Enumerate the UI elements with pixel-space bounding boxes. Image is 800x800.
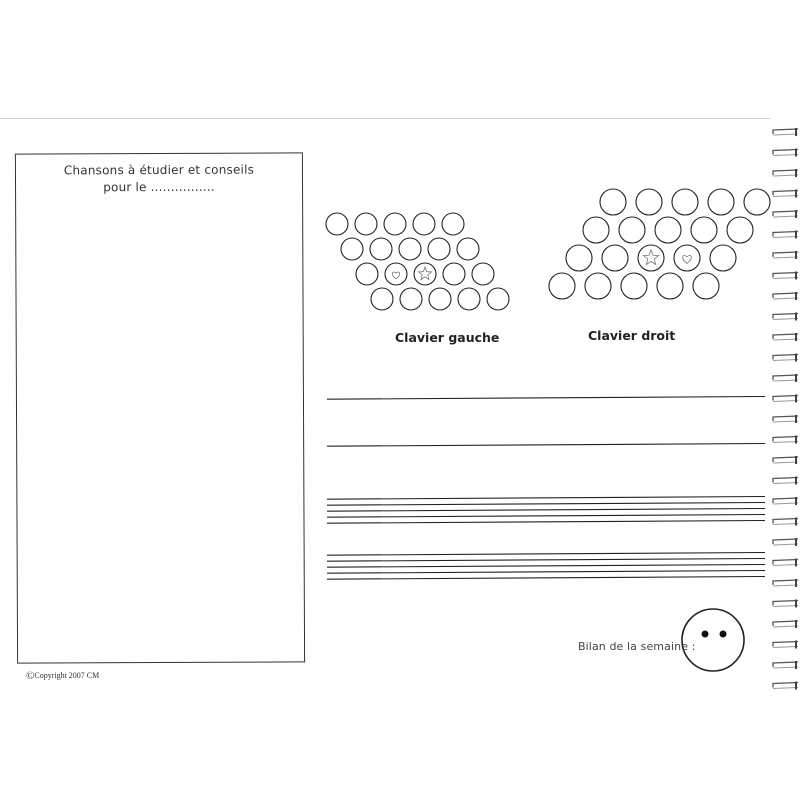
binding-ring <box>773 538 798 546</box>
right-keyboard-button <box>585 273 611 299</box>
binding-ring <box>773 415 798 423</box>
binding-ring <box>773 231 798 239</box>
right-keyboard-button <box>672 189 698 215</box>
staff-line <box>327 509 765 512</box>
staff-line <box>327 497 765 500</box>
writing-lines <box>325 385 770 595</box>
staff-line <box>327 565 765 568</box>
binding-ring <box>773 661 798 669</box>
binding-ring <box>773 313 798 321</box>
spiral-binding <box>765 118 800 698</box>
right-keyboard-button <box>674 245 700 271</box>
right-keyboard-button <box>708 189 734 215</box>
page-top-edge <box>0 118 770 119</box>
staff-line <box>327 503 765 506</box>
right-keyboard-button <box>619 217 645 243</box>
binding-ring <box>773 518 798 526</box>
right-keyboard-button <box>657 273 683 299</box>
binding-ring <box>773 190 798 198</box>
blank-face-icon <box>678 605 748 675</box>
left-keyboard-button <box>384 213 406 235</box>
binding-ring <box>773 169 798 177</box>
left-keyboard-label: Clavier gauche <box>395 330 500 345</box>
binding-ring <box>773 251 798 259</box>
accordion-keyboards-diagram <box>310 180 780 320</box>
right-keyboard-label: Clavier droit <box>588 328 676 343</box>
staff-line <box>327 515 765 518</box>
left-keyboard <box>326 213 509 310</box>
left-keyboard-button <box>355 213 377 235</box>
left-keyboard-button <box>370 238 392 260</box>
left-keyboard-button <box>356 263 378 285</box>
copyright-text: Copyright 2007 CM <box>34 671 100 680</box>
copyright-notice <box>26 670 99 682</box>
writing-line <box>327 444 765 447</box>
staff-line <box>327 559 765 562</box>
binding-ring <box>773 456 798 464</box>
left-keyboard-button <box>326 213 348 235</box>
song-notes-title-line1: Chansons à étudier et conseils <box>63 162 255 178</box>
staff-line <box>327 521 765 524</box>
binding-ring <box>773 620 798 628</box>
copyright-icon: © <box>26 670 35 682</box>
binding-ring <box>773 210 798 218</box>
face-right-eye <box>720 631 727 638</box>
binding-ring <box>773 559 798 567</box>
song-notes-box <box>15 152 305 663</box>
right-keyboard-button <box>691 217 717 243</box>
left-keyboard-button <box>371 288 393 310</box>
binding-ring <box>773 395 798 403</box>
song-notes-title <box>16 161 302 196</box>
face-left-eye <box>702 631 709 638</box>
right-keyboard-button <box>655 217 681 243</box>
right-keyboard-button <box>600 189 626 215</box>
right-keyboard-button <box>693 273 719 299</box>
weekly-review-label: Bilan de la semaine : <box>578 640 696 653</box>
left-keyboard-button <box>472 263 494 285</box>
left-keyboard-button <box>443 263 465 285</box>
left-keyboard-button <box>413 213 435 235</box>
binding-ring <box>773 333 798 341</box>
staff-line <box>327 577 765 580</box>
left-keyboard-button <box>429 288 451 310</box>
binding-ring <box>773 128 798 136</box>
binding-ring <box>773 374 798 382</box>
right-keyboard-button <box>549 273 575 299</box>
left-keyboard-button <box>458 288 480 310</box>
binding-ring <box>773 272 798 280</box>
right-keyboard-button <box>636 189 662 215</box>
right-keyboard-button <box>583 217 609 243</box>
binding-ring <box>773 600 798 608</box>
binding-ring <box>773 641 798 649</box>
binding-ring <box>773 497 798 505</box>
binding-ring <box>773 292 798 300</box>
binding-ring <box>773 354 798 362</box>
left-keyboard-button <box>487 288 509 310</box>
staff-line <box>327 553 765 556</box>
binding-ring <box>773 149 798 157</box>
right-keyboard <box>549 189 770 299</box>
binding-ring <box>773 682 798 690</box>
right-keyboard-button <box>602 245 628 271</box>
left-keyboard-button <box>457 238 479 260</box>
left-keyboard-button <box>385 263 407 285</box>
left-keyboard-button <box>341 238 363 260</box>
binding-ring <box>773 436 798 444</box>
left-keyboard-button <box>400 288 422 310</box>
left-keyboard-button <box>428 238 450 260</box>
writing-line <box>327 397 765 400</box>
binding-ring <box>773 477 798 485</box>
right-keyboard-button <box>621 273 647 299</box>
right-keyboard-button <box>727 217 753 243</box>
staff-line <box>327 571 765 574</box>
left-keyboard-button <box>399 238 421 260</box>
left-keyboard-button <box>442 213 464 235</box>
song-notes-title-line2: pour le ................ <box>103 179 215 195</box>
right-keyboard-button <box>710 245 736 271</box>
face-outline <box>682 609 744 671</box>
binding-ring <box>773 579 798 587</box>
right-keyboard-button <box>566 245 592 271</box>
